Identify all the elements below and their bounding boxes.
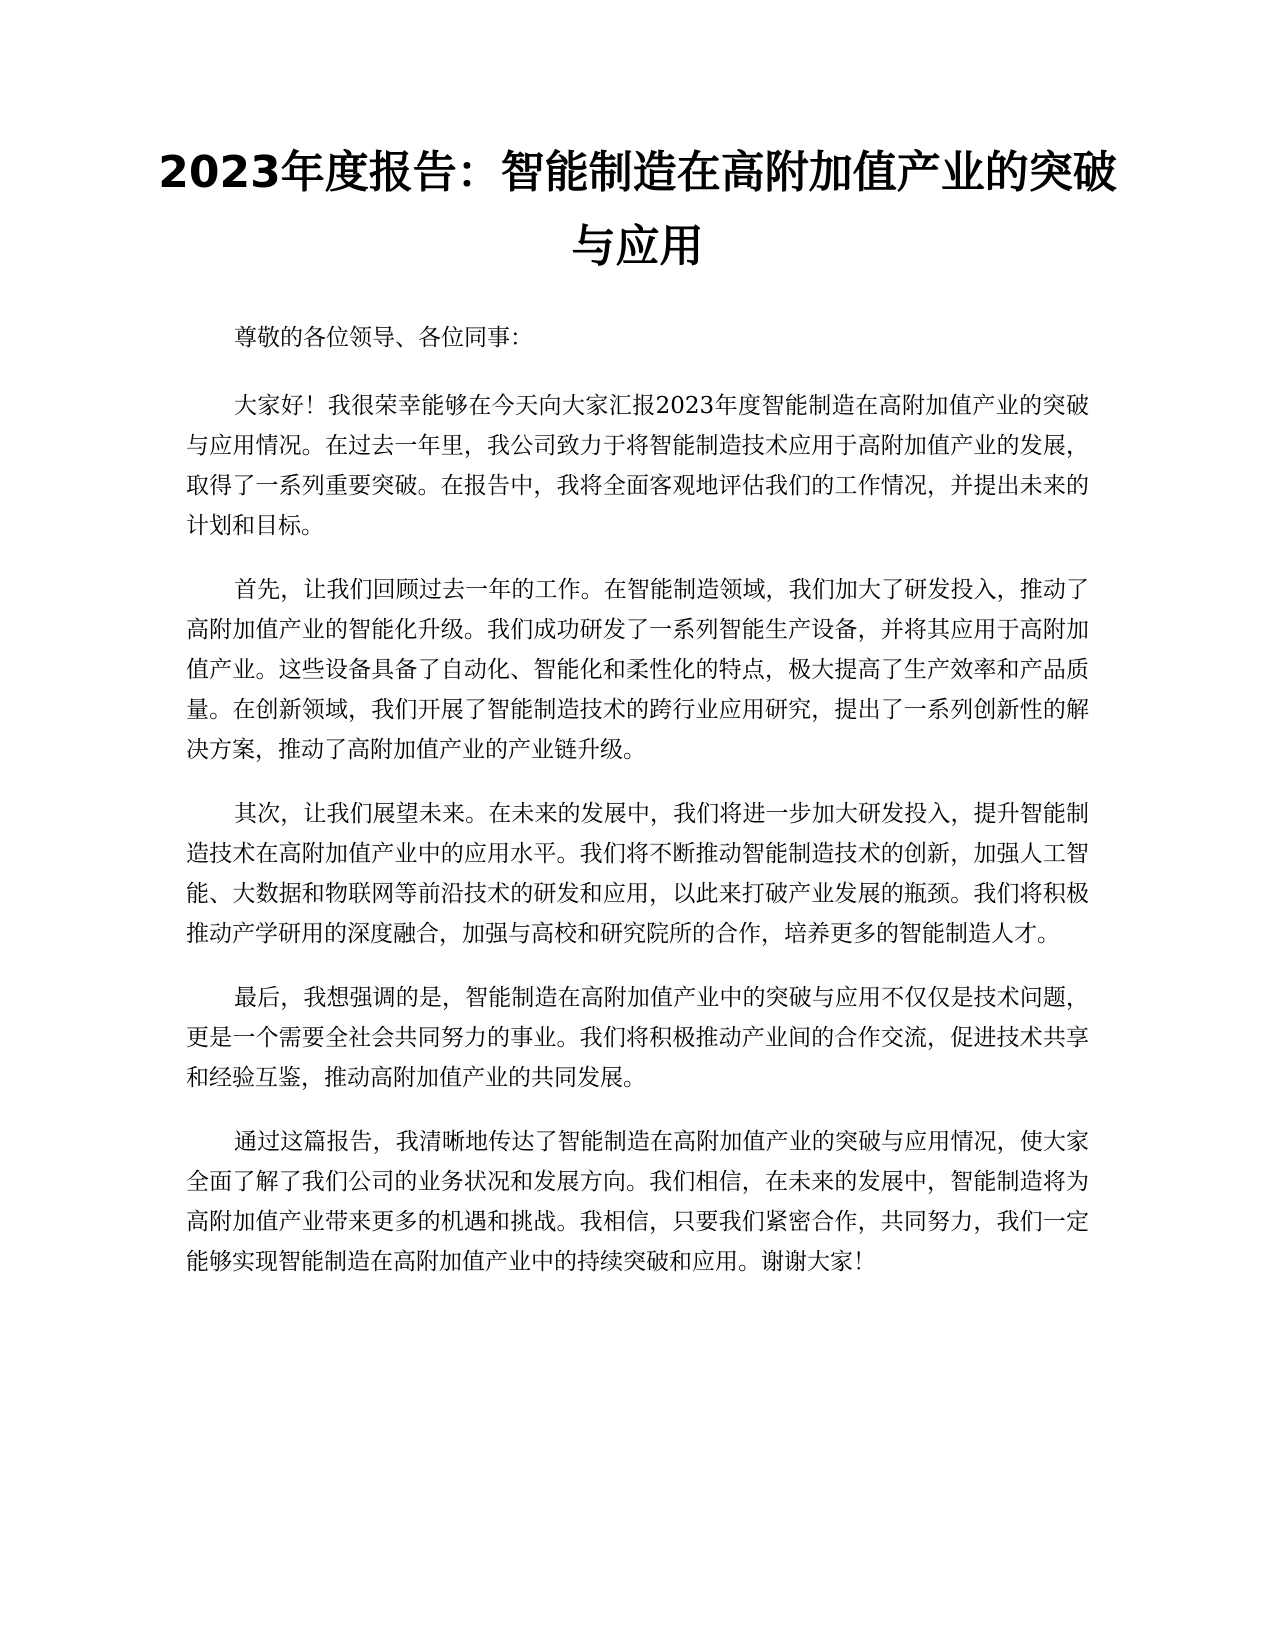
document-title: 2023年度报告：智能制造在高附加值产业的突破与应用 bbox=[158, 147, 1117, 272]
paragraph-review: 首先，让我们回顾过去一年的工作。在智能制造领域，我们加大了研发投入，推动了高附加值产业的智能化升级。我们成功研发了一系列智能生产设备，并将其应用于高附加值产业。这些设备具备了自动化、智能化和柔性化的特点，极大提高了生产效率和产品质量。在创新领域，我们开展了智能制造技术的跨行业应用研究，提出了一系列创新性的解决方案，推动了高附加值产业的产业链升级。 bbox=[186, 577, 1089, 763]
paragraph-intro: 大家好！我很荣幸能够在今天向大家汇报2023年度智能制造在高附加值产业的突破与应用情况。在过去一年里，我公司致力于将智能制造技术应用于高附加值产业的发展，取得了一系列重要突破。在报告中，我将全面客观地评估我们的工作情况，并提出未来的计划和目标。 bbox=[186, 393, 1089, 539]
paragraph-outlook: 其次，让我们展望未来。在未来的发展中，我们将进一步加大研发投入，提升智能制造技术在高附加值产业中的应用水平。我们将不断推动智能制造技术的创新，加强人工智能、大数据和物联网等前沿技术的研发和应用，以此来打破产业发展的瓶颈。我们将积极推动产学研用的深度融合，加强与高校和研究院所的合作，培养更多的智能制造人才。 bbox=[186, 801, 1089, 947]
document-body bbox=[186, 318, 1089, 1306]
paragraph-conclusion: 通过这篇报告，我清晰地传达了智能制造在高附加值产业的突破与应用情况，使大家全面了解了我们公司的业务状况和发展方向。我们相信，在未来的发展中，智能制造将为高附加值产业带来更多的机遇和挑战。我相信，只要我们紧密合作，共同努力，我们一定能够实现智能制造在高附加值产业中的持续突破和应用。谢谢大家！ bbox=[186, 1129, 1089, 1275]
paragraph-greeting: 尊敬的各位领导、各位同事： bbox=[234, 325, 533, 351]
paragraph-emphasis: 最后，我想强调的是，智能制造在高附加值产业中的突破与应用不仅仅是技术问题，更是一个需要全社会共同努力的事业。我们将积极推动产业间的合作交流，促进技术共享和经验互鉴，推动高附加值产业的共同发展。 bbox=[186, 985, 1089, 1091]
